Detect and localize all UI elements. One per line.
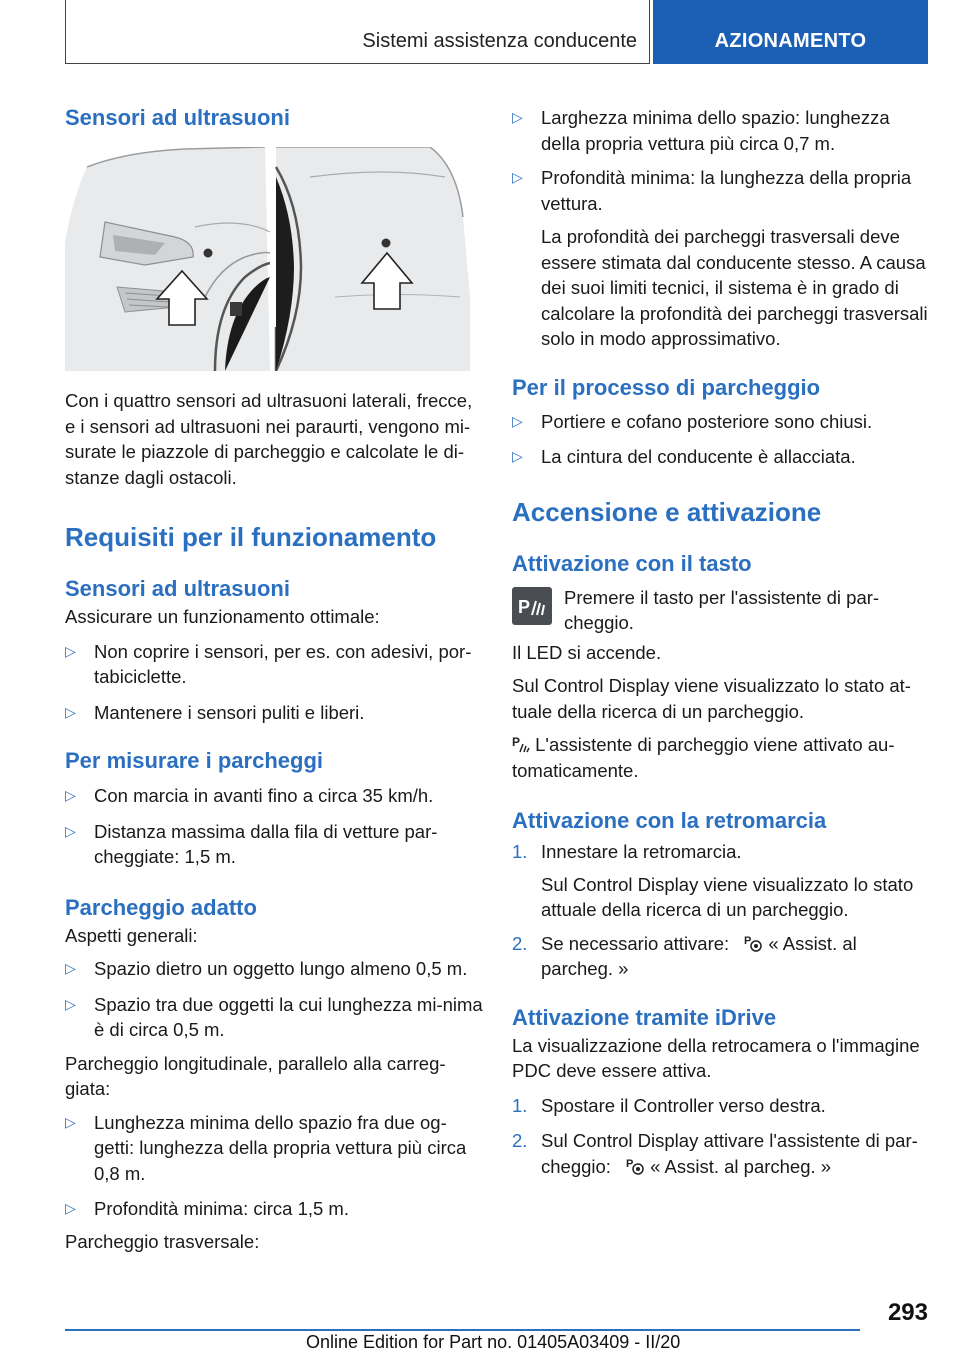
transversal-paragraph: Parcheggio trasversale: bbox=[65, 1230, 260, 1252]
reverse-list bbox=[512, 839, 930, 982]
depth-paragraph: La profondità dei parcheggi trasversali deve essere stimata dal conducente stesso. A causa dei suoi limiti tecnici, il sistema è in grado di calcolare la profondità dei parcheggi trasversali solo in modo approssimativo. bbox=[541, 226, 928, 349]
page-number: 293 bbox=[887, 1299, 928, 1326]
heading-ultrasonic-sensors: Sensori ad ultrasuoni bbox=[65, 105, 290, 130]
heading-activation: Accensione e attivazione bbox=[512, 496, 822, 527]
heading-measure: Per misurare i parcheggi bbox=[65, 748, 323, 773]
display-paragraph: Sul Control Display viene visualizzato lo stato at-tuale della ricerca di un parcheggio. bbox=[512, 675, 911, 722]
triangle-bullet-icon: ▷ bbox=[65, 822, 76, 839]
ensure-paragraph: Assicurare un funzionamento ottimale: bbox=[65, 606, 380, 627]
list-item: ▷ La cintura del conducente è allacciata. bbox=[512, 446, 856, 467]
triangle-bullet-icon: ▷ bbox=[65, 787, 76, 803]
heading-process: Per il processo di parcheggio bbox=[512, 374, 821, 400]
sensor-list bbox=[65, 639, 483, 726]
heading-button-activation: Attivazione con il tasto bbox=[512, 550, 752, 576]
svg-text:P: P bbox=[518, 596, 531, 617]
svg-text:P: P bbox=[626, 1157, 634, 1170]
list-item: ▷ Portiere e cofano posteriore sono chiusi. bbox=[512, 410, 873, 432]
idrive-list bbox=[512, 1093, 930, 1180]
general-list bbox=[65, 956, 483, 1043]
right-column bbox=[512, 100, 930, 1179]
press-button-block bbox=[512, 585, 930, 637]
list-item: ▷ Spazio tra due oggetti la cui lunghezza mi-nima è di circa 0,5 m. bbox=[65, 993, 483, 1040]
triangle-bullet-icon: ▷ bbox=[65, 703, 76, 720]
process-list bbox=[512, 409, 930, 470]
header-chapter-title: AZIONAMENTO bbox=[714, 30, 867, 52]
triangle-bullet-icon: ▷ bbox=[65, 995, 76, 1012]
triangle-bullet-icon: ▷ bbox=[512, 109, 523, 125]
list-item: 2. Se necessario attivare: P « Assist. al parcheg. » bbox=[512, 932, 857, 979]
parking-sensor-icon bbox=[512, 734, 530, 754]
svg-text:P: P bbox=[744, 934, 752, 947]
longitudinal-list bbox=[65, 1110, 483, 1222]
list-item: ▷ Larghezza minima dello spazio: lunghezza della propria vettura più circa 0,7 m. bbox=[512, 107, 890, 154]
list-item: 2. Sul Control Display attivare l'assistente di par-cheggio: P « Assist. al parcheg. » bbox=[512, 1130, 918, 1177]
triangle-bullet-icon: ▷ bbox=[65, 642, 76, 659]
vehicle-sensor-illustration bbox=[65, 147, 470, 371]
triangle-bullet-icon: ▷ bbox=[512, 412, 523, 429]
header-chapter-tab[interactable] bbox=[653, 0, 928, 64]
triangle-bullet-icon: ▷ bbox=[512, 169, 523, 185]
intro-paragraph: Con i quattro sensori ad ultrasuoni laterali, frecce, e i sensori ad ultrasuoni nei paraurti, vengono mi-surate le piazzole di parcheggio e calcolate le di-stanze dagli ostacoli. bbox=[65, 390, 473, 488]
triangle-bullet-icon: ▷ bbox=[65, 1200, 76, 1216]
list-item: ▷ Distanza massima dalla fila di vetture par-cheggiate: 1,5 m. bbox=[65, 820, 438, 867]
footer-divider bbox=[65, 1329, 860, 1331]
header-section-title: Sistemi assistenza conducente bbox=[362, 30, 637, 52]
list-item: 1. Spostare il Controller verso destra. bbox=[512, 1094, 826, 1116]
page-header bbox=[65, 0, 928, 64]
left-column bbox=[65, 100, 483, 1254]
heading-ultrasonic-sensors-2: Sensori ad ultrasuoni bbox=[65, 576, 290, 601]
list-item: ▷ Profondità minima: la lunghezza della propria vettura. La profondità dei parcheggi trasversali deve essere stimata dal conducente stesso. A causa dei suoi limiti tecnici, il sistema è in grado di calcolare la profondità dei parcheggi trasversali solo in modo approssimativo. bbox=[512, 165, 930, 352]
list-item: ▷ Profondità minima: circa 1,5 m. bbox=[65, 1198, 349, 1219]
measure-list bbox=[65, 783, 483, 870]
press-paragraph: Premere il tasto per l'assistente di par-cheggio. bbox=[564, 586, 880, 633]
transversal-list bbox=[512, 105, 930, 352]
parking-assistant-icon bbox=[512, 587, 552, 625]
parking-assistant-icon bbox=[744, 933, 762, 953]
auto-paragraph: P L'assistente di parcheggio viene attivato au-tomaticamente. bbox=[512, 734, 895, 781]
list-item: ▷ Mantenere i sensori puliti e liberi. bbox=[65, 701, 365, 723]
parking-assistant-icon bbox=[626, 1156, 644, 1176]
footer-edition: Online Edition for Part no. 01405A03409 - II/20 bbox=[306, 1332, 681, 1352]
triangle-bullet-icon: ▷ bbox=[512, 448, 523, 464]
general-paragraph: Aspetti generali: bbox=[65, 924, 198, 946]
heading-requirements: Requisiti per il funzionamento bbox=[65, 522, 437, 552]
list-item: ▷ Con marcia in avanti fino a circa 35 km/h. bbox=[65, 785, 434, 806]
longitudinal-paragraph: Parcheggio longitudinale, parallelo alla carreg-giata: bbox=[65, 1052, 446, 1099]
heading-idrive: Attivazione tramite iDrive bbox=[512, 1004, 777, 1030]
led-paragraph: Il LED si accende. bbox=[512, 641, 662, 663]
triangle-bullet-icon: ▷ bbox=[65, 1113, 76, 1130]
idrive-paragraph: La visualizzazione della retrocamera o l'immagine PDC deve essere attiva. bbox=[512, 1034, 920, 1081]
header-section-box bbox=[65, 0, 650, 64]
triangle-bullet-icon: ▷ bbox=[65, 960, 76, 976]
parking-assistant-button-icon[interactable] bbox=[512, 587, 552, 625]
car-illustration bbox=[65, 147, 470, 371]
list-item: ▷ Lunghezza minima dello spazio fra due og-getti: lunghezza della propria vettura più circa 0,8 m. bbox=[65, 1111, 467, 1184]
list-item: ▷ Spazio dietro un oggetto lungo almeno 0,5 m. bbox=[65, 958, 468, 979]
list-item: ▷ Non coprire i sensori, per es. con adesivi, por-tabiciclette. bbox=[65, 640, 472, 687]
svg-text:P: P bbox=[512, 735, 521, 749]
list-item: 1. Innestare la retromarcia. Sul Control Display viene visualizzato lo stato attuale della ricerca di un parcheggio. bbox=[512, 841, 914, 920]
heading-suitable: Parcheggio adatto bbox=[65, 894, 257, 920]
heading-reverse: Attivazione con la retromarcia bbox=[512, 808, 827, 833]
